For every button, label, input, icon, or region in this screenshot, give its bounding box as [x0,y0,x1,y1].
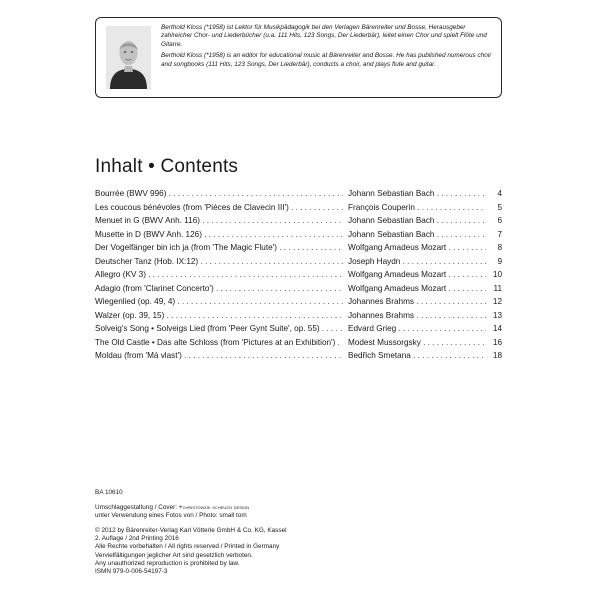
toc-entry-page: 7 [497,229,502,239]
toc-entry-composer: Wolfgang Amadeus Mozart . . . [348,268,486,282]
toc-entry-page: 4 [497,189,502,198]
toc-entry-composer: Wolfgang Amadeus Mozart . . . [348,241,486,255]
toc-entry-title: Bourrée (BWV 996) . . . [95,187,343,201]
author-portrait-image [106,26,151,89]
author-bio-text [161,24,497,72]
cover-credit-prefix: Umschlaggestaltung / Cover: [95,504,179,512]
toc-entry [95,322,502,336]
catalog-number: BA 10610 [95,489,123,496]
toc-entry-title: Der Vogelfänger bin ich ja (from 'The Magic Flute') . . . [95,241,343,255]
toc-entry-title: Deutscher Tanz (Hob. IX:12) . . . [95,255,343,269]
author-bio-box [95,17,502,98]
toc-entry-composer: Johann Sebastian Bach . . . [348,214,486,228]
toc-entry-page: 18 [492,351,502,360]
photo-credit: unter Verwendung eines Fotos von / Photo: small tom [95,512,247,520]
toc-entry [95,349,502,363]
toc-entry [95,228,502,242]
rights-line: Alle Rechte vorbehalten / All rights reserved / Printed in Germany [95,543,280,551]
toc-entry-page: 6 [497,216,502,225]
toc-entry-page: 10 [492,270,502,279]
toc-entry-title: Wiegenlied (op. 49, 4) . . . [95,295,343,309]
toc-entry-page: 14 [492,324,502,333]
author-portrait [106,26,151,89]
reproduction-de-line: Vervielfältigungen jeglicher Art sind gesetzlich verboten. [95,551,253,559]
reproduction-en-line: Any unauthorized reproduction is prohibited by law. [95,559,240,567]
toc-entry-composer: Modest Mussorgsky . . . [348,336,486,350]
toc-entry-page: 12 [492,297,502,306]
toc-entry [95,336,502,350]
toc-entry-title: Allegro (KV 3) . . . [95,268,343,282]
toc-entry [95,255,502,269]
toc-entry-page: 13 [492,310,502,320]
toc-entry-page: 16 [492,337,502,347]
imprint-block [95,489,287,576]
toc-entry-title: The Old Castle • Das alte Schloss (from 'Pictures at an Exhibition') . . . [95,336,343,350]
toc-entry-title: Walzer (op. 39, 15) . . . [95,309,343,323]
toc-entry [95,295,502,309]
toc-entry-composer: François Couperin . . . [348,201,486,215]
toc-entry [95,201,502,215]
copyright-line: © 2012 by Bärenreiter-Verlag Karl Vötterle GmbH & Co. KG, Kassel [95,527,287,535]
toc-entry-title: Moldau (from 'Má vlast') . . . [95,349,343,363]
toc-entry-title: Musette in D (BWV Anh. 126) . . . [95,228,343,242]
toc-entry [95,187,502,201]
toc-entry-composer: Johannes Brahms . . . [348,295,486,309]
table-of-contents [95,187,502,363]
toc-entry-composer: Joseph Haydn . . . [348,255,486,269]
bio-english: Berthold Kloss (*1958) is an editor for educational music at Bärenreiter and Bosse. He has published numerous choir and songbooks (111 Hits, 123 Songs, Der Liederbär), conducts a choir, and plays flute and guitar. [161,52,492,68]
printing-line: 2. Auflage / 2nd Printing 2016 [95,535,179,543]
cover-designer: +christowzik scheuch design [178,504,250,512]
bio-german: Berthold Kloss (*1958) ist Lektor für Musikpädagogik bei den Verlagen Bärenreiter und Bosse, Herausgeber zahlreicher Chor- und Liederbücher (u.a. 111 Hits, 123 Songs, Der Liederbär), leitet einen Chor und spielt Flöte und Gitarre. [161,24,487,48]
toc-entry [95,282,502,296]
cover-credit [95,504,287,512]
toc-entry-title: Adagio (from 'Clarinet Concerto') . . . [95,282,343,296]
ismn-line: ISMN 979-0-006-54197-3 [95,567,168,575]
toc-entry-composer: Edvard Grieg . . . [348,322,486,336]
toc-entry [95,268,502,282]
toc-entry [95,241,502,255]
toc-entry-composer: Johann Sebastian Bach . . . [348,187,486,201]
contents-heading: Inhalt • Contents [95,156,239,177]
toc-entry-title: Solveig's Song • Solveigs Lied (from 'Peer Gynt Suite', op. 55) . . . [95,322,343,336]
toc-entry [95,309,502,323]
toc-entry-composer: Wolfgang Amadeus Mozart . . . [348,282,486,296]
toc-entry-title: Menuet in G (BWV Anh. 116) . . . [95,214,343,228]
toc-entry-composer: Johann Sebastian Bach . . . [348,228,486,242]
toc-entry-composer: Bedřich Smetana . . . [348,349,486,363]
toc-entry-page: 5 [497,202,502,212]
toc-entry-composer: Johannes Brahms . . . [348,309,486,323]
toc-entry-page: 8 [497,243,502,252]
toc-entry-page: 11 [493,283,502,293]
toc-entry-title: Les coucous bénévoles (from 'Pièces de Clavecin III') . . . [95,201,343,215]
toc-entry-page: 9 [497,256,502,266]
toc-entry [95,214,502,228]
